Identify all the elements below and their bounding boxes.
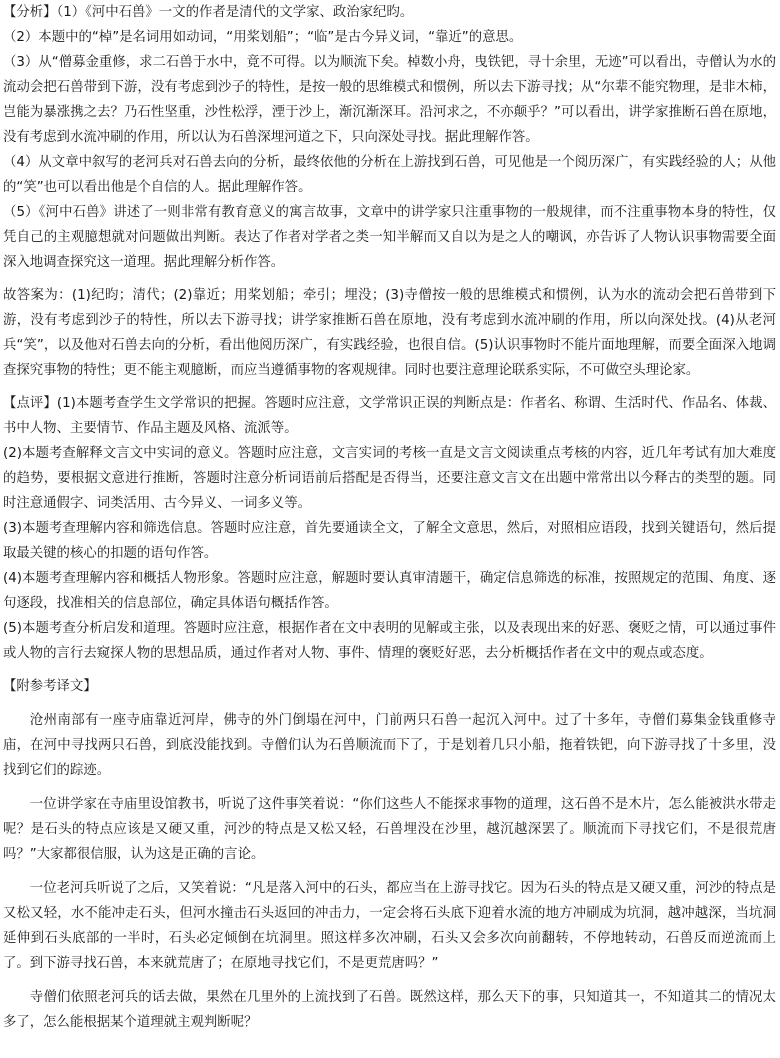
- analysis-paragraph-3: （3）从“僧募金重修，求二石兽于水中，竟不可得。以为顺流下矣。棹数小舟，曳铁钯，寻十余里，无迹”可以看出，寺僧认为水的流动会把石兽带到下游，没有考虑到沙子的特性，是按一般的思维模式和惯例，所以去下游寻找；从“尔辈不能究物理，是非木柿，岂能为暴涨携之去？乃石性坚重，沙性松浮，湮于沙上，渐沉渐深耳。沿河求之，不亦颠乎？”可以看出，讲学家推断石兽在原地，没有考虑到水流冲刷的作用，所以认为石兽深埋河道之下，只向深处寻找。据此理解作答。: [3, 55, 776, 145]
- analysis-section: [0, 0, 780, 275]
- comment-paragraph-5: (5)本题考查分析启发和道理。答题时应注意，根据作者在文中表明的见解或主张，以及表现出来的好恶、褒贬之情，可以通过事件或人物的言行去窥探人物的思想品质，通过作者对人物、事件、情理的褒贬好恶，去分析概括作者在文中的观点或态度。: [3, 621, 776, 661]
- translation-paragraph-3: 一位老河兵听说了之后，又笑着说：“凡是落入河中的石头，都应当在上游寻找它。因为石头的特点是又硬又重，河沙的特点是又松又轻，水不能冲走石头，但河水撞击石头返回的冲击力，一定会将石头底下迎着水流的地方冲刷成为坑洞，越冲越深，当坑洞延伸到石头底部的一半时，石头必定倾倒在坑洞里。照这样多次冲刷，石头又会多次向前翻转，不停地转动，石兽反而逆流而上了。到下游寻找石兽，本来就荒唐了；在原地寻找它们，不是更荒唐吗？”: [3, 881, 776, 971]
- comment-paragraph-4: (4)本题考查理解内容和概括人物形象。答题时应注意，解题时要认真审清题干，确定信息筛选的标准，按照规定的范围、角度、逐句逐段，找准相关的信息部位，确定具体语句概括作答。: [3, 571, 776, 611]
- analysis-paragraph-2: （2）本题中的“棹”是名词用如动词，“用桨划船”；“临”是古今异义词，“靠近”的意思。: [3, 30, 523, 45]
- translation-section: [0, 674, 780, 1035]
- analysis-paragraph-5: （5）《河中石兽》讲述了一则非常有教育意义的寓言故事，文章中的讲学家只注重事物的一般规律，而不注重事物本身的特性，仅凭自己的主观臆想就对问题做出判断。表达了作者对学者之类一知半解而又自以为是之人的嘲讽，亦告诉了人物认识事物需要全面深入地调查探究这一道理。据此理解分析作答。: [3, 205, 776, 270]
- analysis-paragraph-4: （4）从文章中叙写的老河兵对石兽去向的分析，最终依他的分析在上游找到石兽，可见他是一个阅历深广，有实践经验的人；从他的“笑”也可以看出他是个自信的人。据此理解作答。: [3, 155, 776, 195]
- analysis-paragraph-1: 【分析】（1）《河中石兽》一文的作者是清代的文学家、政治家纪昀。: [3, 5, 414, 20]
- translation-paragraph-4: 寺僧们依照老河兵的话去做，果然在几里外的上流找到了石兽。既然这样，那么天下的事，只知道其一，不知道其二的情况太多了，怎么能根据某个道理就主观判断呢？: [3, 990, 776, 1030]
- comment-section: [0, 391, 780, 666]
- translation-heading: 【附参考译文】: [3, 679, 97, 694]
- translation-paragraph-1: 沧州南部有一座寺庙靠近河岸，佛寺的外门倒塌在河中，门前两只石兽一起沉入河中。过了十多年，寺僧们募集金钱重修寺庙，在河中寻找两只石兽，到底没能找到。寺僧们认为石兽顺流而下了，于是划着几只小船，拖着铁钯，向下游寻找了十多里，没找到它们的踪迹。: [3, 713, 776, 778]
- comment-paragraph-1: 【点评】(1)本题考查学生文学常识的把握。答题时应注意，文学常识正误的判断点是：作者名、称谓、生活时代、作品名、体裁、书中人物、主要情节、作品主题及风格、流派等。: [3, 396, 776, 436]
- comment-paragraph-3: (3)本题考查理解内容和筛选信息。答题时应注意，首先要通读全文，了解全文意思，然后，对照相应语段，找到关键语句，然后提取最关键的核心的扣题的语句作答。: [3, 521, 776, 561]
- comment-paragraph-2: (2)本题考查解释文言文中实词的意义。答题时应注意，文言实词的考核一直是文言文阅读重点考核的内容，近几年考试有加大难度的趋势，要根据文意进行推断，答题时注意分析词语前后搭配是否得当，还要注意文言文在出题中常常出以今释古的类型的题。同时注意通假字、词类活用、古今异义、一词多义等。: [3, 446, 776, 511]
- translation-paragraph-2: 一位讲学家在寺庙里设馆教书，听说了这件事笑着说：“你们这些人不能探求事物的道理，这石兽不是木片，怎么能被洪水带走呢？是石头的特点应该是又硬又重，河沙的特点是又松又轻，石兽埋没在沙里，越沉越深罢了。顺流而下寻找它们，不是很荒唐吗？”大家都很信服，认为这是正确的言论。: [3, 797, 776, 862]
- answer-paragraph: 故答案为：(1)纪昀；清代；(2)靠近；用桨划船；牵引；埋没；(3)寺僧按一般的思维模式和惯例，认为水的流动会把石兽带到下游，没有考虑到沙子的特性，所以去下游寻找；讲学家推断石兽在原地，没有考虑到水流冲刷的作用，所以向深处找。(4)从老河兵“笑”，以及他对石兽去向的分析，看出他阅历深广，有实践经验，也很自信。(5)认识事物时不能片面地理解，而要全面深入地调查探究事物的特性；更不能主观臆断，而应当遵循事物的客观规律。同时也要注意理论联系实际，不可做空头理论家。: [3, 288, 776, 378]
